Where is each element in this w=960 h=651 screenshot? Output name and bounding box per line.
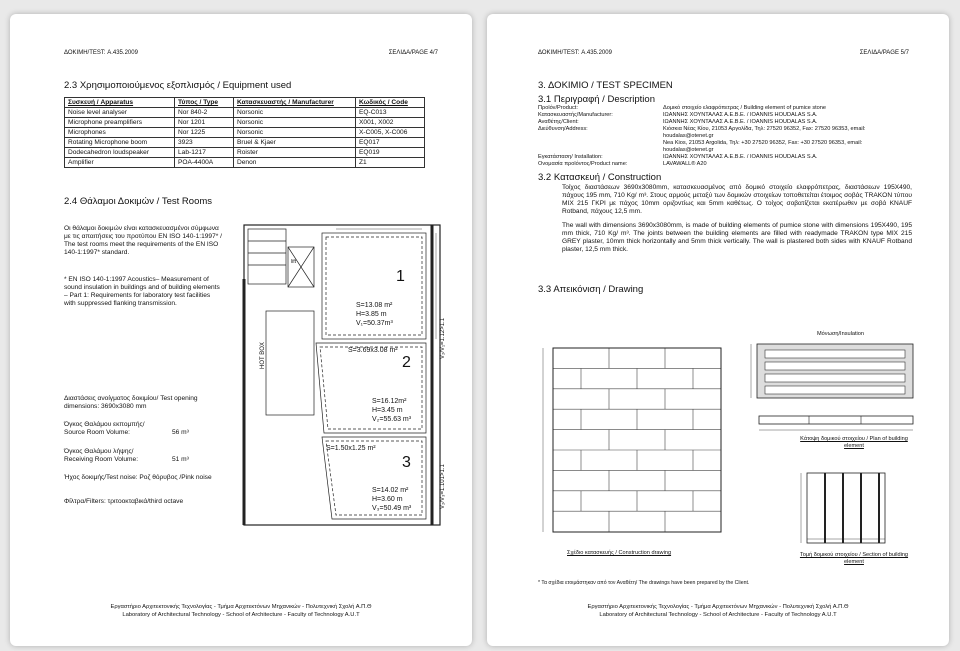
hot-box-label: HOT BOX [260, 342, 266, 369]
table-cell: Microphone preamplifiers [65, 118, 175, 128]
table-cell: Microphones [65, 128, 175, 138]
table-row [65, 128, 425, 138]
table-cell: POA-4400A [175, 158, 234, 168]
volume-ratio-2: V₂/V₃=1.101>1.1 [440, 464, 446, 509]
spec-label: Αναθέτης/Client: [538, 119, 579, 125]
column-header: Κατασκευαστής / Manufacturer [234, 98, 356, 108]
lift-label: lift [291, 259, 296, 265]
room-1-label: 1 [396, 268, 405, 285]
spec-value: ΙΩΑΝΝΗΣ ΧΟΥΝΤΑΛΑΣ Α.Ε.Β.Ε. / IOANNIS HOUDALAS S.A. [663, 112, 818, 118]
test-rooms-standard-text: Οι θάλαμοι δοκιμών είναι κατασκευασμένοι σύμφωνα με τις απαιτήσεις του προτύπου EN ISO 140-1:1997* / The test rooms meet the requirements of the EN ISO 140-1:1997* standard. [64, 225, 222, 256]
element-plan-caption: Κάτοψη δομικού στοιχείου / Plan of building element [800, 436, 908, 449]
spec-value: Nea Kios, 21053 Argolida, Τηλ: +30 27520 96352, Fax: +30 27520 96353, email: houdalas@otenet.gr [663, 140, 863, 153]
receiving-room-volume-label: Όγκος Θαλάμου λήψης/ Receiving Room Volume: [64, 448, 139, 463]
section-heading-test-specimen: 3. ΔΟΚΙΜΙΟ / TEST SPECIMEN [538, 80, 673, 91]
table-cell: Denon [234, 158, 356, 168]
footer-line-english: Laboratory of Architectural Technology - School of Architecture - Faculty of Technology A.U.T [122, 611, 360, 618]
element-section-caption: Τομή δομικού στοιχείου / Section of building element [799, 552, 909, 565]
table-cell: Nor 840-2 [175, 108, 234, 118]
insulation-label: Μόνωση/Insulation [817, 331, 864, 337]
table-cell: Lab-1217 [175, 148, 234, 158]
room-2-height: H=3.45 m [372, 407, 403, 414]
room-2-area: S=16.12m² [372, 398, 407, 405]
page-footer [10, 604, 472, 619]
room-3-area: S=14.02 m² [372, 487, 409, 494]
table-cell: Roister [234, 148, 356, 158]
table-cell: Amplifier [65, 158, 175, 168]
footer-line-greek: Εργαστήριο Αρχιτεκτονικής Τεχνολογίας - Τμήμα Αρχιτεκτόνων Μηχανικών - Πολυτεχνική Σχολή Α.Π.Θ [110, 604, 372, 610]
table-header-row [65, 98, 425, 108]
table-cell: Bruel & Kjaer [234, 138, 356, 148]
spec-value: LAVAWALL® A20 [663, 161, 707, 167]
section-heading-construction: 3.2 Κατασκευή / Construction [538, 172, 662, 183]
spec-label [538, 140, 663, 154]
spec-row [538, 105, 913, 112]
insulation-block-drawing [749, 340, 919, 410]
section-heading-test-rooms: 2.4 Θάλαμοι Δοκιμών / Test Rooms [64, 196, 213, 207]
table-cell: 3923 [175, 138, 234, 148]
spec-row [538, 126, 913, 140]
table-cell: EQ-C013 [356, 108, 425, 118]
room-2-label: 2 [402, 354, 411, 371]
table-cell: Norsonic [234, 128, 356, 138]
table-cell: Nor 1201 [175, 118, 234, 128]
standard-footnote-text: * EN ISO 140-1:1997 Acoustics– Measurement of sound insulation in buildings and of building elements – Part 1: Requirements for laboratory test facilities with suppressed flanking transmission. [64, 276, 220, 307]
document-page-4 [10, 14, 472, 646]
table-cell: Rotating Microphone boom [65, 138, 175, 148]
table-row [65, 158, 425, 168]
page-header-page-number: ΣΕΛΙΔΑ/PAGE 4/7 [388, 50, 438, 56]
test-noise-label: Ήχος δοκιμής/Test noise: Ροζ θόρυβος /Pink noise [64, 474, 212, 481]
spec-label: Προϊόν/Product: [538, 105, 578, 111]
footer-line-english: Laboratory of Architectural Technology - School of Architecture - Faculty of Technology A.U.T [599, 611, 837, 618]
page-header-test-id: ΔΟΚΙΜΗ/TEST: Α.435.2009 [538, 50, 612, 56]
table-cell: X-C005, X-C006 [356, 128, 425, 138]
room-3-volume: V₃=50.49 m³ [372, 505, 412, 512]
construction-text-english: The wall with dimensions 3690x3080mm, is made of building elements of pumice stone with dimensions 195X490, 195 mm thick, 710 Kg/ m³. The joints between the building elements are filled with readymade TRAKON type MIX 215 GREY plaster, 10mm thick horizontally and 5mm thick vertically. The wall is plastered both sides with KNAUF Rotband plaster, 12,5 mm thick. [562, 222, 912, 253]
table-cell: EQ019 [356, 148, 425, 158]
spec-row [538, 119, 913, 126]
table-cell: EQ017 [356, 138, 425, 148]
table-row [65, 148, 425, 158]
section-heading-equipment: 2.3 Χρησιμοποιούμενος εξοπλισμός / Equipment used [64, 80, 292, 91]
test-opening-dimensions: Διαστάσεις ανοίγματος δοκιμίου/ Test opening dimensions: 3690x3080 mm [64, 395, 198, 410]
column-header: Συσκευή / Apparatus [65, 98, 175, 108]
table-cell: Nor 1225 [175, 128, 234, 138]
table-row [65, 108, 425, 118]
construction-drawing-caption: Σχέδιο κατασκευής / Construction drawing [567, 550, 672, 556]
wall-1-2-area: S=3.69x3.08 m² [348, 347, 398, 354]
spec-value: Δομικό στοιχείο ελαφρόπετρας / Building element of pumice stone [663, 105, 826, 111]
receiving-room-volume-value: 51 m³ [172, 456, 189, 463]
wall-2-3-area: S=1.50x1.25 m² [326, 445, 376, 452]
test-rooms-floor-plan [236, 219, 448, 529]
table-cell: Norsonic [234, 108, 356, 118]
table-row [65, 138, 425, 148]
spec-value: Κιόσκια Νέας Κίου, 21053 Αργολίδα, Τηλ: 27520 96352, Fax: 27520 96353, email: houdalas@otenet.gr [663, 126, 866, 139]
construction-text-greek: Τοίχος διαστάσεων 3690x3080mm, κατασκευασμένος από δομικό στοιχείο ελαφρόπετρας, διαστάσεων 195Χ490, πάχους 195 mm, 710 Kg/ m³. Στους αρμούς μεταξύ των δομικών στοιχείων τοποθετείται έτοιμος σοβάς TRAKON τύπου MIX 215 ΓΚΡΙ με πάχος 10mm οριζοντίως και 5mm καθέτως. Ο τοίχος σοβατίζεται εκατέρωθεν με σοβά KNAUF Rotband, πάχους 12,5 mm. [562, 184, 912, 215]
spec-label: Ονομασία προϊόντος/Product name: [538, 161, 628, 167]
column-header: Κωδικός / Code [356, 98, 425, 108]
spec-row [538, 140, 913, 154]
room-2-volume: V₂=55.63 m³ [372, 416, 412, 423]
spec-label: Εγκατάσταση/ Installation: [538, 154, 603, 160]
spec-row [538, 154, 913, 161]
spec-value: ΙΩΑΝΝΗΣ ΧΟΥΝΤΑΛΑΣ Α.Ε.Β.Ε. / IOANNIS HOUDALAS S.A. [663, 119, 818, 125]
room-3-height: H=3.60 m [372, 496, 403, 503]
table-cell: Norsonic [234, 118, 356, 128]
volume-ratio-1: V₂/V₁=1.12>1.1 [440, 317, 446, 359]
spec-value: ΙΩΑΝΝΗΣ ΧΟΥΝΤΑΛΑΣ Α.Ε.Β.Ε. / IOANNIS HOUDALAS S.A. [663, 154, 818, 160]
column-header: Τύπος / Type [175, 98, 234, 108]
filters-label: Φίλτρα/Filters: τριτοοκταβικά/third octave [64, 498, 184, 505]
spec-row [538, 161, 913, 168]
spec-label: Διεύθυνση/Address: [538, 126, 588, 132]
construction-drawing-elevation [535, 344, 725, 544]
client-drawings-note: * Τα σχέδια ετοιμάστηκαν από τον Αναθέτη/ The drawings have been prepared by the Client. [538, 580, 750, 586]
spec-row [538, 112, 913, 119]
section-heading-description: 3.1 Περιγραφή / Description [538, 94, 655, 105]
room-1-height: H=3.85 m [356, 311, 387, 318]
specimen-description-table [538, 105, 913, 168]
table-cell: Z1 [356, 158, 425, 168]
element-plan-drawing [749, 410, 919, 434]
spec-label: Κατασκευαστής/Manufacturer: [538, 112, 613, 118]
source-room-volume-label: Όγκος Θαλάμου εκπομπής/ Source Room Volume: [64, 421, 145, 436]
document-page-5 [487, 14, 949, 646]
footer-line-greek: Εργαστήριο Αρχιτεκτονικής Τεχνολογίας - Τμήμα Αρχιτεκτόνων Μηχανικών - Πολυτεχνική Σχολή Α.Π.Θ [587, 604, 849, 610]
page-footer [487, 604, 949, 619]
room-1-area: S=13.08 m² [356, 302, 393, 309]
equipment-table [64, 97, 425, 168]
room-1-volume: V₁=50.37m³ [356, 320, 393, 327]
page-header-test-id: ΔΟΚΙΜΗ/TEST: Α.435.2009 [64, 50, 138, 56]
section-heading-drawing: 3.3 Απεικόνιση / Drawing [538, 284, 644, 295]
table-cell: Dodecahedron loudspeaker [65, 148, 175, 158]
page-header-page-number: ΣΕΛΙΔΑ/PAGE 5/7 [859, 50, 909, 56]
table-row [65, 118, 425, 128]
source-room-volume-value: 56 m³ [172, 429, 189, 436]
element-section-drawing [787, 469, 917, 549]
table-cell: X001, X002 [356, 118, 425, 128]
table-cell: Noise level analyser [65, 108, 175, 118]
room-3-label: 3 [402, 454, 411, 471]
